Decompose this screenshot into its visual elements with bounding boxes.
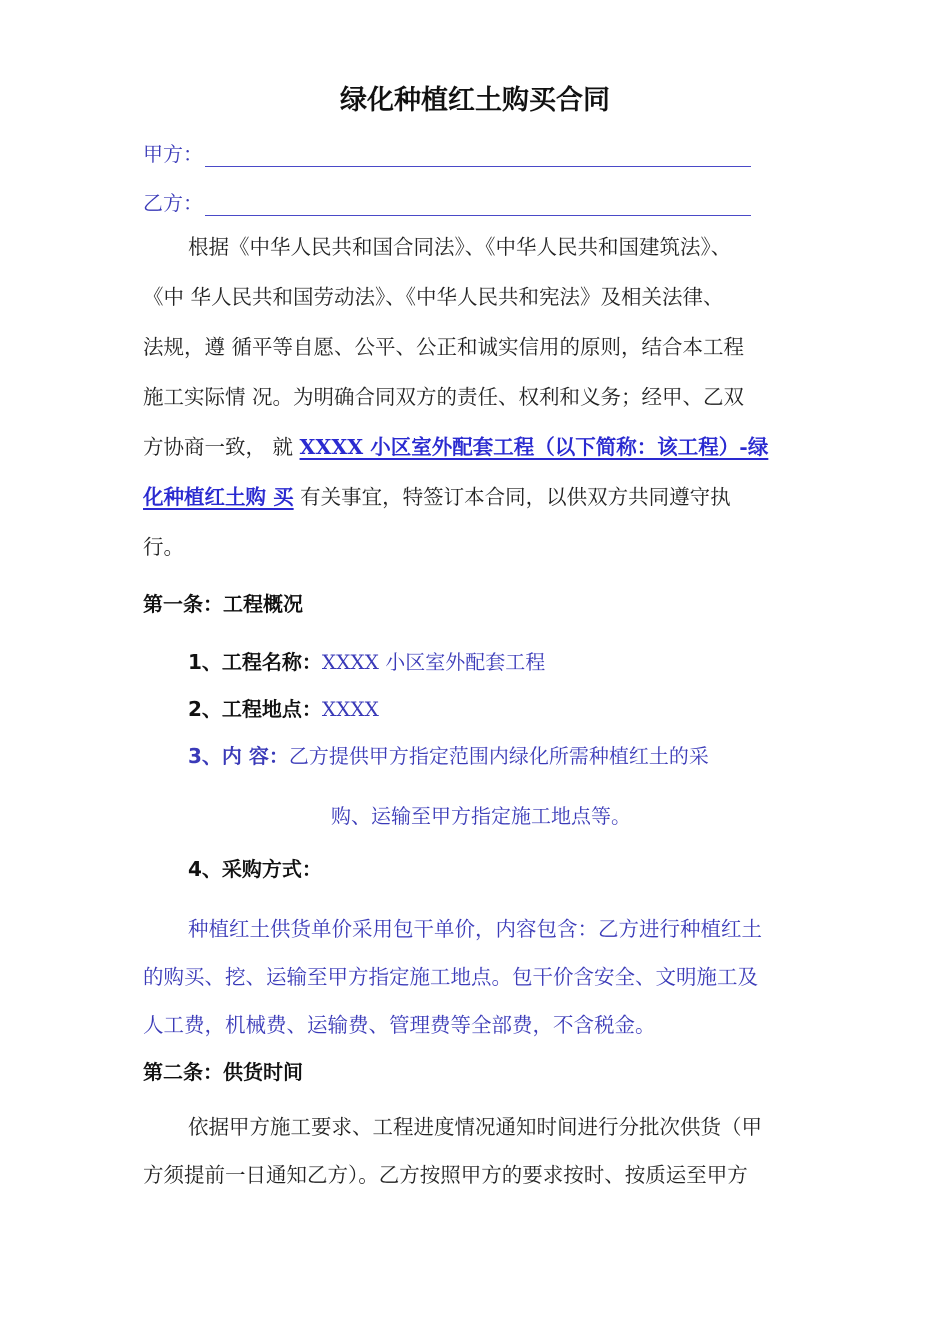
purchase-line-3: 人工费，机械费、运输费、管理费等全部费，不含税金。 [143, 1013, 656, 1037]
party-b-row [143, 187, 751, 216]
supply-line-2: 方须提前一日通知乙方）。乙方按照甲方的要求按时、按质运至甲方 [143, 1163, 748, 1187]
party-a-label: 甲方： [143, 142, 203, 166]
intro-line-3: 法规，遵 循平等自愿、公平、公正和诚实信用的原则，结合本工程 [143, 335, 745, 359]
item-3 [188, 740, 709, 769]
purchase-line-1: 种植红土供货单价采用包干单价，内容包含：乙方进行种植红土 [188, 917, 762, 941]
supply-line-1: 依据甲方施工要求、工程进度情况通知时间进行分批次供货（甲 [188, 1115, 762, 1139]
intro-line-2: 《中 华人民共和国劳动法》、《中华人民共和宪法》及相关法律、 [143, 285, 724, 309]
item-1 [188, 646, 545, 675]
intro-line-5-prefix: 方协商一致， 就 [143, 435, 300, 459]
article-2-heading: 第二条：供货时间 [143, 1060, 303, 1084]
item-3-label: 3、内 容： [188, 744, 289, 768]
purchase-line-2: 的购买、挖、运输至甲方指定施工地点。包干价含安全、文明施工及 [143, 965, 758, 989]
party-a-row [143, 138, 751, 167]
item-4-label: 4、采购方式： [188, 857, 322, 881]
item-4 [188, 853, 322, 882]
intro-line-1: 根据《中华人民共和国合同法》、《中华人民共和国建筑法》、 [188, 235, 732, 259]
document-title: 绿化种植红土购买合同 [340, 85, 610, 116]
party-b-label: 乙方： [143, 191, 203, 215]
item-2-label: 2、工程地点： [188, 697, 322, 721]
intro-line-5 [143, 430, 768, 460]
intro-line-4: 施工实际情 况。为明确合同双方的责任、权利和义务；经甲、乙双 [143, 385, 745, 409]
item-2-value: XXXX [321, 697, 379, 721]
project-name-link-cont[interactable]: 化种植红土购 买 [143, 485, 294, 509]
project-name-link[interactable]: XXXX 小区室外配套工程（以下简称：该工程）-绿 [299, 435, 769, 459]
intro-line-7: 行。 [143, 535, 184, 559]
intro-line-6-suffix: 有关事宜，特签订本合同，以供双方共同遵守执 [293, 485, 731, 509]
item-3-continuation: 购、运输至甲方指定施工地点等。 [331, 804, 631, 828]
item-1-label: 1、工程名称： [188, 650, 322, 674]
party-b-blank-line [205, 197, 751, 216]
item-1-value: XXXX 小区室外配套工程 [321, 650, 546, 674]
item-2 [188, 693, 379, 722]
article-1-heading: 第一条：工程概况 [143, 592, 303, 616]
intro-line-6 [143, 480, 731, 510]
party-a-blank-line [205, 148, 751, 167]
item-3-value: 乙方提供甲方指定范围内绿化所需种植红土的采 [288, 744, 709, 768]
